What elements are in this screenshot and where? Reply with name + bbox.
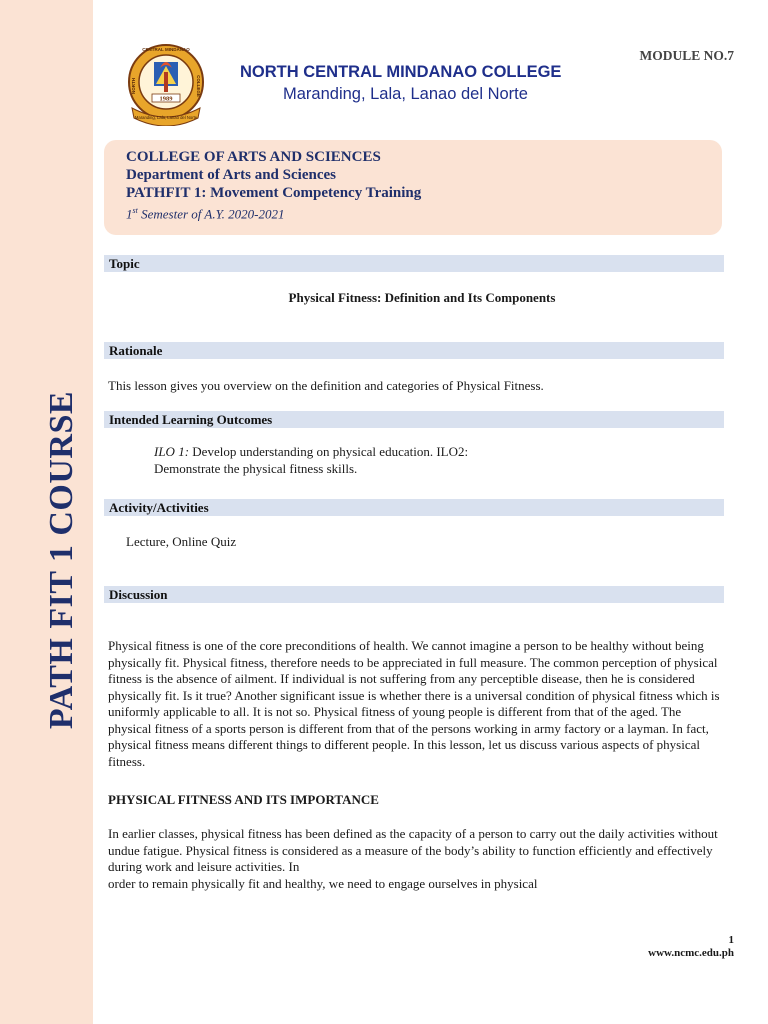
section-activity-label: Activity/Activities <box>109 500 209 515</box>
college-address: Maranding, Lala, Lanao del Norte <box>283 85 528 103</box>
section-ilo <box>104 411 724 428</box>
banner-department: Department of Arts and Sciences <box>126 167 336 183</box>
rationale-text: This lesson gives you overview on the definition and categories of Physical Fitness. <box>108 378 544 393</box>
banner-course: PATHFIT 1: Movement Competency Training <box>126 185 422 201</box>
discussion-paragraph-1: Physical fitness is one of the core preconditions of health. We cannot imagine a person to be healthy without being physically fit. Physical fitness, therefore needs to be appreciated in full measure. The common perception of physical fitness is the absence of ailment. If individual is not suffering from any perceptible disease, then he is considered physically fit. Is it true? Another significant issue is whether there is a universal condition of physical fitness which is uniformly applicable to all. It is not so. Physical fitness of young people is different from that of the aged. The physical fitness of a sports person is different from that of the persons working in army factory or a layman. In fact, physical fitness means different things to different people. In this lesson, let us discuss various aspects of physical fitness. <box>108 638 720 769</box>
section-ilo-label: Intended Learning Outcomes <box>109 412 273 427</box>
topic-title: Physical Fitness: Definition and Its Components <box>288 290 556 305</box>
discussion-subheading: PHYSICAL FITNESS AND ITS IMPORTANCE <box>108 792 379 807</box>
banner-semester: 1st Semester of A.Y. 2020-2021 <box>126 206 285 222</box>
section-discussion <box>104 586 724 603</box>
svg-text:1989: 1989 <box>159 95 173 103</box>
college-seal-icon <box>126 42 206 126</box>
svg-text:NORTH: NORTH <box>131 78 136 94</box>
svg-text:COLLEGE: COLLEGE <box>196 75 201 97</box>
college-name: NORTH CENTRAL MINDANAO COLLEGE <box>240 63 562 81</box>
ilo-text: ILO 1: Develop understanding on physical education. ILO2: Demonstrate the physical fitness skills. <box>154 444 469 476</box>
page-number: 1 <box>728 934 734 946</box>
banner-college: COLLEGE OF ARTS AND SCIENCES <box>126 149 381 165</box>
section-topic <box>104 255 724 272</box>
section-rationale <box>104 342 724 359</box>
section-activity <box>104 499 724 516</box>
footer-website: www.ncmc.edu.ph <box>648 947 734 959</box>
discussion-paragraph-2: In earlier classes, physical fitness has been defined as the capacity of a person to carry out the daily activities without undue fatigue. Physical fitness is considered as a measure of the body’s ability to function efficiently and effectively during work and leisure activities. In <box>108 826 718 874</box>
side-course-label: PATH FIT 1 COURSE <box>43 390 80 730</box>
section-discussion-label: Discussion <box>109 587 168 602</box>
activity-text: Lecture, Online Quiz <box>126 534 237 549</box>
module-number: MODULE NO.7 <box>639 48 734 63</box>
section-topic-label: Topic <box>109 256 140 271</box>
svg-text:Maranding, Lala, Lanao del Nor: Maranding, Lala, Lanao del Norte <box>134 115 198 120</box>
svg-text:CENTRAL MINDANAO: CENTRAL MINDANAO <box>142 47 190 52</box>
discussion-paragraph-3: order to remain physically fit and healthy, we need to engage ourselves in physical <box>108 876 538 891</box>
section-rationale-label: Rationale <box>109 343 163 358</box>
